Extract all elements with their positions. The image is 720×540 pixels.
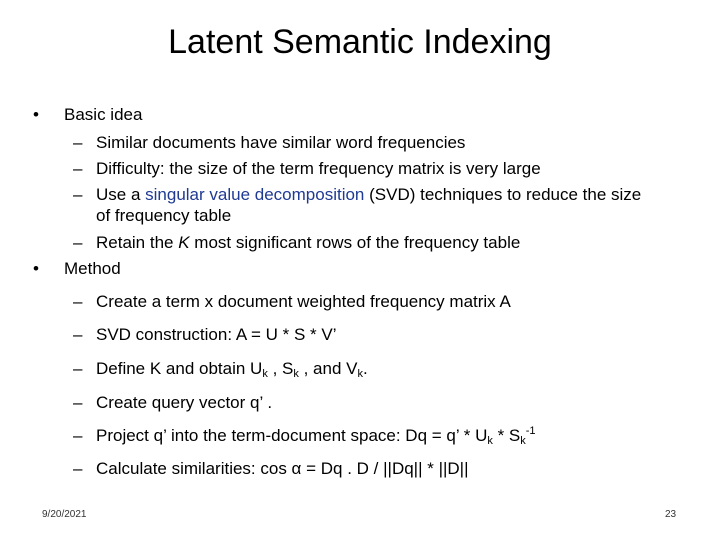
retain-after: most significant rows of the frequency table bbox=[189, 233, 521, 252]
step3-part-d: . bbox=[362, 359, 368, 378]
dash-marker: – bbox=[73, 325, 83, 344]
step5-sub-b: k bbox=[520, 435, 526, 447]
step5-sup: -1 bbox=[525, 425, 536, 437]
dash-marker: – bbox=[73, 459, 83, 478]
dash-marker: – bbox=[73, 426, 83, 445]
step3-sub-c: k bbox=[357, 368, 363, 380]
step3-part-c: , and V bbox=[298, 359, 358, 378]
dash-marker: – bbox=[73, 359, 83, 378]
retain-k: K bbox=[178, 233, 190, 252]
slide-title: Latent Semantic Indexing bbox=[168, 23, 552, 61]
dash-marker: – bbox=[73, 185, 83, 204]
basic-idea-item-3 bbox=[96, 184, 641, 206]
method-label: Method bbox=[64, 259, 121, 278]
dash-marker: – bbox=[73, 133, 83, 152]
step3-part-b: , S bbox=[267, 359, 294, 378]
step3-sub-b: k bbox=[293, 368, 299, 380]
svd-text-before: Use a bbox=[96, 185, 146, 204]
dash-marker: – bbox=[73, 393, 83, 412]
step5-part-b: * S bbox=[492, 426, 521, 445]
method-step-4: Create query vector q’ . bbox=[96, 393, 273, 412]
bullet-dot: • bbox=[33, 259, 39, 278]
dash-marker: – bbox=[73, 159, 83, 178]
basic-idea-item-2: Difficulty: the size of the term frequency matrix is very large bbox=[96, 159, 541, 178]
retain-before: Retain the bbox=[96, 233, 179, 252]
bullet-dot: • bbox=[33, 105, 39, 124]
step5-sub-a: k bbox=[487, 435, 493, 447]
method-step-5 bbox=[96, 425, 536, 447]
step3-sub-a: k bbox=[262, 368, 268, 380]
basic-idea-label: Basic idea bbox=[64, 105, 143, 124]
method-step-6: Calculate similarities: cos α = Dq . D / ||Dq|| * ||D|| bbox=[96, 459, 469, 478]
dash-marker: – bbox=[73, 292, 83, 311]
basic-idea-item-1: Similar documents have similar word frequencies bbox=[96, 133, 466, 152]
method-step-3 bbox=[96, 358, 368, 380]
dash-marker: – bbox=[73, 233, 83, 252]
basic-idea-item-3-continuation: of frequency table bbox=[96, 206, 232, 225]
step5-part-a: Project q’ into the term-document space: Dq = q’ * U bbox=[96, 426, 488, 445]
step3-part-a: Define K and obtain U bbox=[96, 359, 263, 378]
footer-date: 9/20/2021 bbox=[42, 509, 87, 520]
method-step-1: Create a term x document weighted frequency matrix A bbox=[96, 292, 511, 311]
svd-text-after: (SVD) techniques to reduce the size bbox=[364, 185, 642, 204]
method-step-2: SVD construction: A = U * S * V’ bbox=[96, 325, 337, 344]
svd-link[interactable]: singular value decomposition bbox=[145, 185, 365, 204]
basic-idea-item-4 bbox=[96, 232, 520, 254]
footer-page-number: 23 bbox=[665, 509, 677, 520]
